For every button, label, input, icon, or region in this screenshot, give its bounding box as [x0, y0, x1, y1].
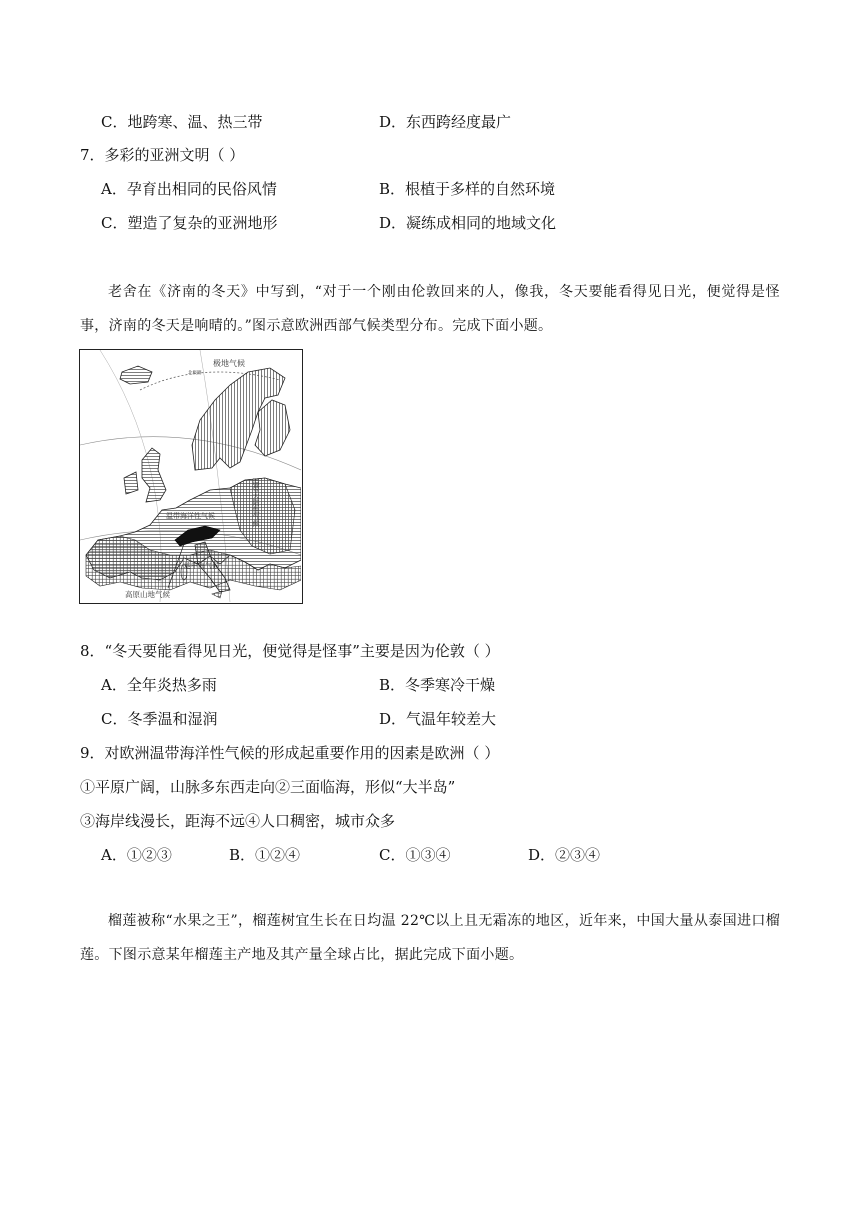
q7-option-a: A．孕育出相同的民俗风情 [101, 180, 277, 198]
map-label-highland: 高原山地气候 [125, 590, 170, 599]
q8-stem: 8．“冬天要能看得见日光，便觉得是怪事”主要是因为伦敦（ ） [80, 642, 500, 660]
map-label-temperate-continental: 温带大陆性气候 [252, 478, 260, 527]
q9-statement-line-1: ①平原广阔，山脉多东西走向②三面临海，形似“大半岛” [80, 778, 456, 796]
q9-option-a: A．①②③ [101, 846, 172, 864]
q8-option-a: A．全年炎热多雨 [101, 676, 217, 694]
q7-option-d: D．凝练成相同的地域文化 [379, 214, 557, 232]
q7-option-c: C．塑造了复杂的亚洲地形 [101, 214, 278, 232]
q8-option-d: D．气温年较差大 [379, 710, 497, 728]
q9-option-c: C．①③④ [379, 846, 451, 864]
q9-option-b: B．①②④ [229, 846, 301, 864]
europe-climate-map [79, 349, 303, 604]
map-label-polar: 极地气候 [213, 359, 245, 368]
q7-stem: 7．多彩的亚洲文明（ ） [80, 146, 245, 164]
map-label-arctic-circle: 北极圈 [188, 371, 202, 376]
q9-option-d: D．②③④ [528, 846, 601, 864]
q8-option-b: B．冬季寒冷干燥 [379, 676, 496, 694]
q6-option-d: D．东西跨经度最广 [379, 113, 512, 131]
q9-statement-line-2: ③海岸线漫长，距海不远④人口稠密，城市众多 [80, 812, 396, 830]
q7-option-b: B．根植于多样的自然环境 [379, 180, 556, 198]
q6-option-c: C．地跨寒、温、热三带 [101, 113, 263, 131]
q9-stem: 9．对欧洲温带海洋性气候的形成起重要作用的因素是欧洲（ ） [80, 744, 500, 762]
q8-option-c: C．冬季温和湿润 [101, 710, 218, 728]
passage-durian: 榴莲被称“水果之王”，榴莲树宜生长在日均温 22℃以上且无霜冻的地区，近年来，中国大量从泰国进口榴莲。下图示意某年榴莲主产地及其产量全球占比，据此完成下面小题。 [80, 913, 780, 963]
passage-london-winter: 老舍在《济南的冬天》中写到，“对于一个刚由伦敦回来的人，像我，冬天要能看得见日光，便觉得是怪事，济南的冬天是响晴的。”图示意欧洲西部气候类型分布。完成下面小题。 [80, 284, 780, 334]
map-label-mediterranean: 地中海气候 [184, 562, 219, 570]
map-label-temperate-oceanic: 温带海洋性气候 [166, 512, 215, 520]
